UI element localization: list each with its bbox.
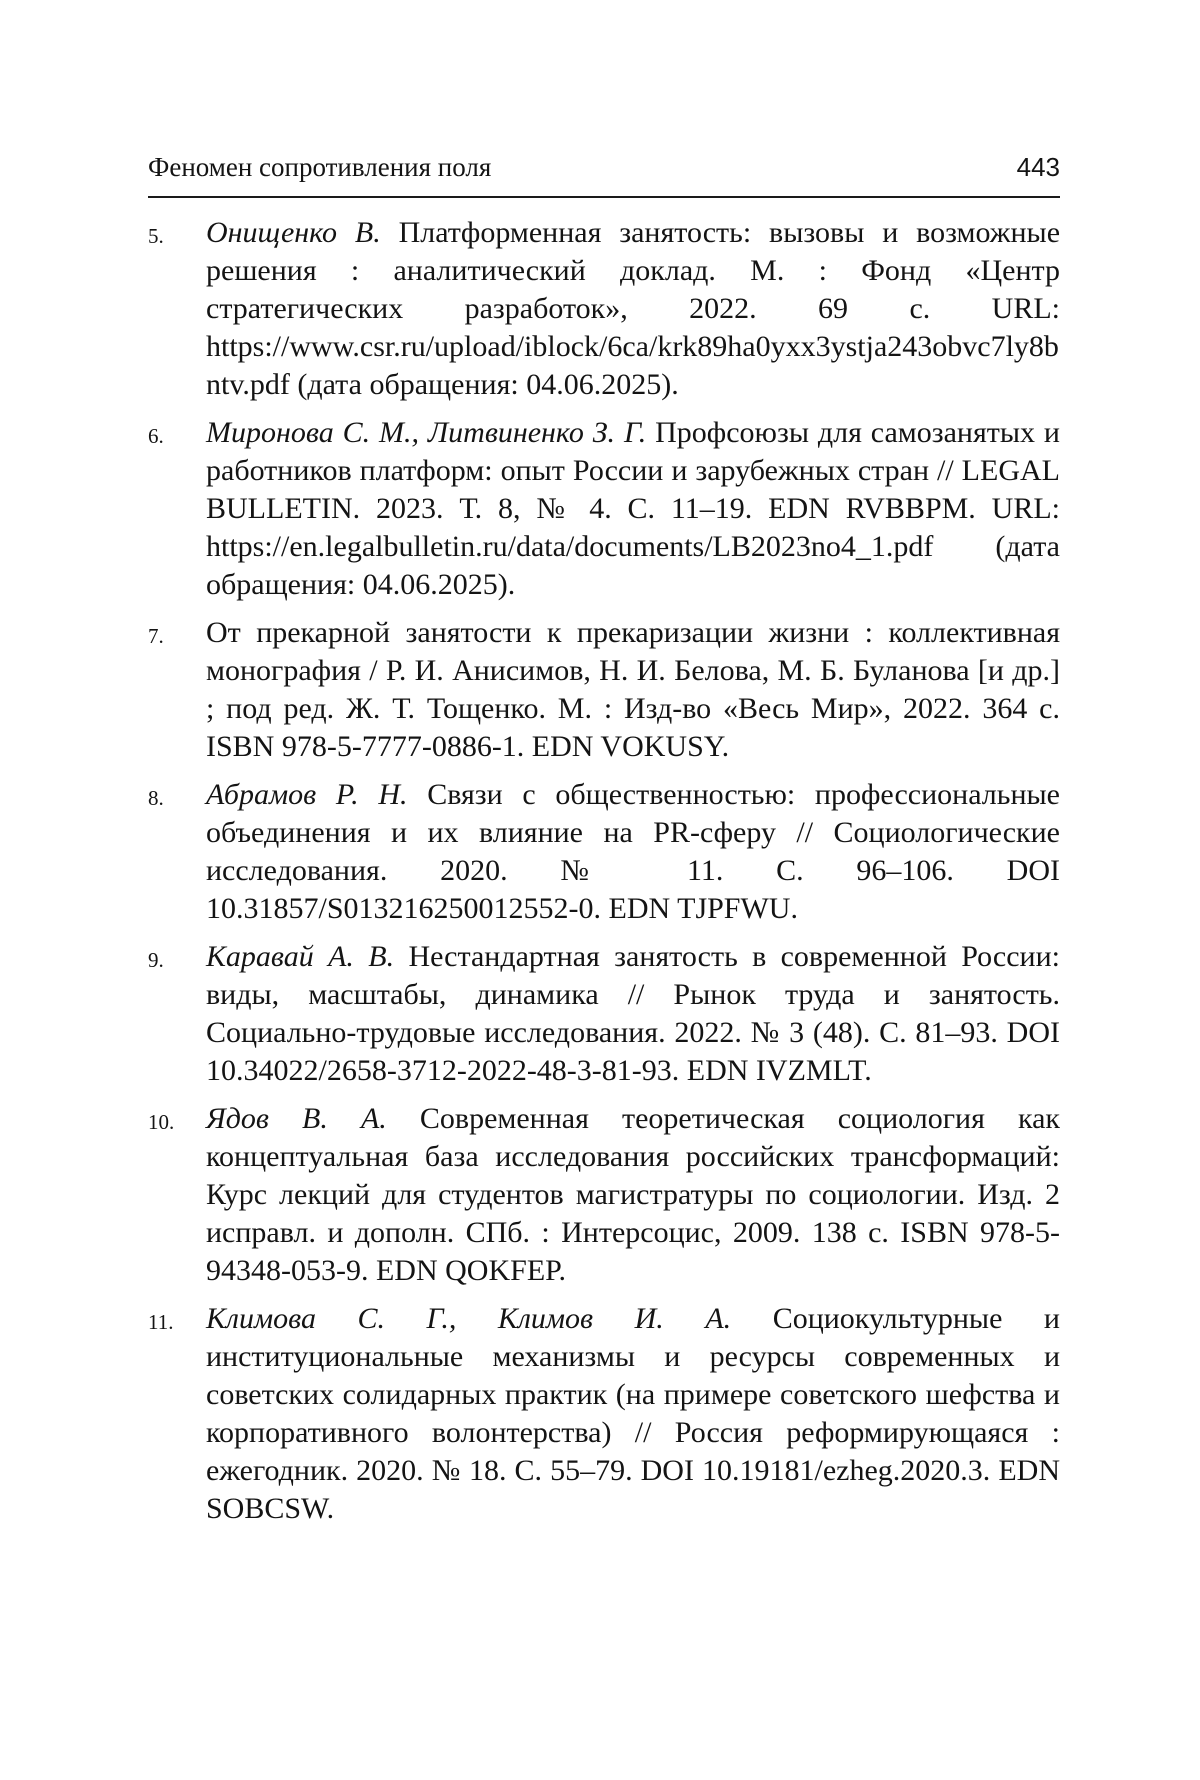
reference-authors: Миронова С. М., Литвиненко З. Г. [206,416,656,449]
running-header-title: Феномен сопротивления поля [148,152,492,182]
reference-text: Социокультурные и институциональные механизмы и ресурсы современных и советских солидарных практик (на примере советского шефства и корпоративного волонтерства) // Россия реформирующаяся : ежегодник. 2020. № 18. С. 55–79. DOI 10.19181/ezheg.2020.3. EDN SOBCSW. [206,1302,1060,1525]
reference-text: Профсоюзы для самозанятых и работников платформ: опыт России и зарубежных стран // LEGAL BULLETIN. 2023. Т. 8, № 4. С. 11–19. EDN RVBBPM. URL: https://en.legalbulletin.ru/data/documents/LB2023no4_1.pdf (дата обращения: 04.06.2025). [206,416,1060,601]
reference-text: Современная теоретическая социология как концептуальная база исследования российских трансформаций: Курс лекций для студентов магистратуры по социологии. Изд. 2 исправл. и дополн. СПб. : Интерсоцис, 2009. 138 с. ISBN 978-5-94348-053-9. EDN QOKFEP. [206,1102,1060,1287]
reference-authors: Ядов В. А. [206,1102,420,1135]
reference-number: 11. [148,1310,174,1334]
reference-authors: Абрамов Р. Н. [206,778,428,811]
reference-authors: Каравай А. В. [206,940,409,973]
reference-authors: Климова С. Г., Климов И. А. [206,1302,773,1335]
reference-item [148,214,1060,404]
reference-authors: Онищенко В. [206,216,399,249]
reference-number: 5. [148,224,164,248]
reference-item [148,938,1060,1090]
reference-text: От прекарной занятости к прекаризации жизни : коллективная монография / Р. И. Анисимов, Н. И. Белова, М. Б. Буланова [и др.] ; под ред. Ж. Т. Тощенко. М. : Изд-во «Весь Мир», 2022. 364 с. ISBN 978-5-7777-0886-1. EDN VOKUSY. [206,616,1060,763]
running-header [148,150,1060,198]
reference-number: 9. [148,948,164,972]
reference-item [148,614,1060,766]
reference-item [148,414,1060,604]
reference-text: Платформенная занятость: вызовы и возможные решения : аналитический доклад. М. : Фонд «Центр стратегических разработок», 2022. 69 с. URL: https://www.csr.ru/upload/iblock/6ca/krk89ha0yxx3ystja243obvc7ly8bntv.pdf (дата обращения: 04.06.2025). [206,216,1061,401]
reference-list [148,214,1060,1528]
page-number: 443 [1016,152,1060,182]
reference-text: Нестандартная занятость в современной России: виды, масштабы, динамика // Рынок труда и занятость. Социально-трудовые исследования. 2022. № 3 (48). С. 81–93. DOI 10.34022/2658-3712-2022-48-3-81-93. EDN IVZMLT. [206,940,1060,1087]
reference-number: 7. [148,624,164,648]
reference-text: Связи с общественностью: профессиональные объединения и их влияние на PR-сферу // Социологические исследования. 2020. № 11. С. 96–106. DOI 10.31857/S013216250012552-0. EDN TJPFWU. [206,778,1060,925]
reference-number: 6. [148,424,164,448]
reference-item [148,1300,1060,1528]
reference-item [148,1100,1060,1290]
reference-number: 10. [148,1110,175,1134]
reference-item [148,776,1060,928]
book-page [148,150,1060,1538]
reference-number: 8. [148,786,164,810]
